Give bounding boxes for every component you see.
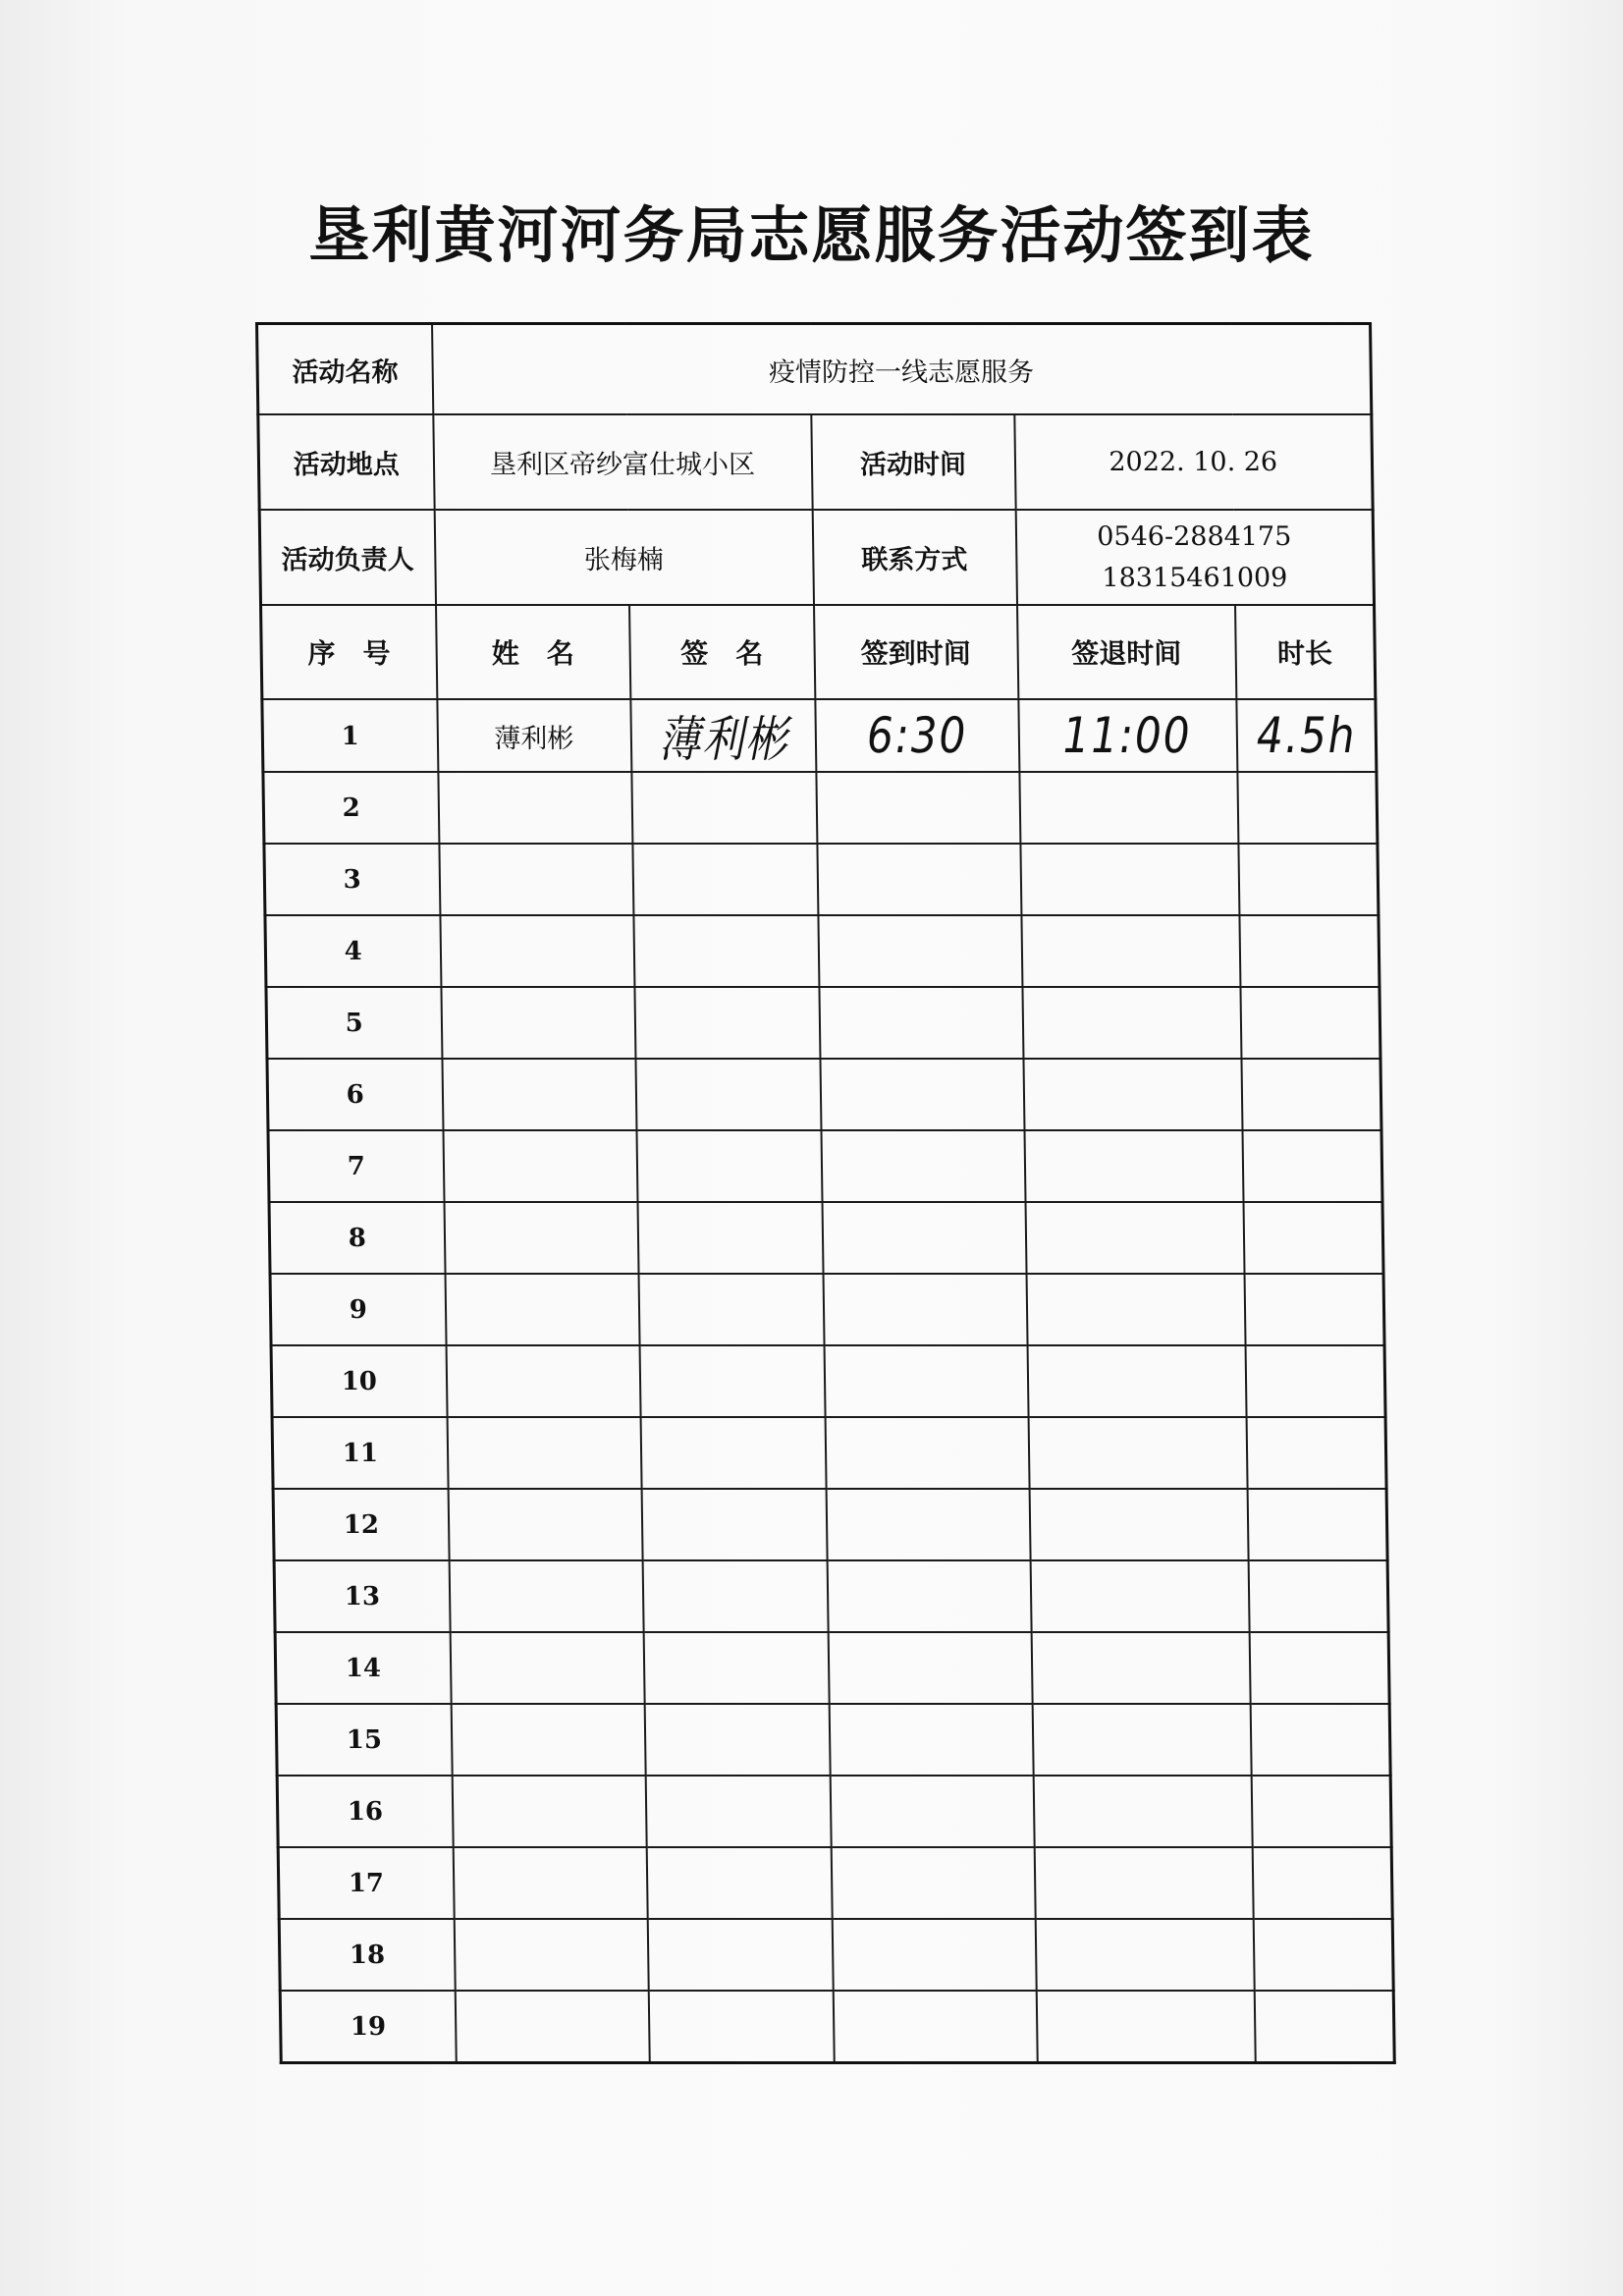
time-value: 2022. 10. 26 — [1014, 414, 1373, 510]
row-number-cell — [269, 1202, 445, 1274]
row-number: 8 — [348, 1224, 367, 1253]
row-name-cell — [438, 772, 632, 844]
row-checkin-time-cell — [815, 699, 1019, 772]
row-checkout-time-cell — [1029, 1489, 1248, 1560]
row-checkin-time-cell — [820, 1059, 1024, 1130]
row-signature-cell — [645, 1776, 831, 1847]
row-number: 15 — [346, 1725, 383, 1755]
sign-in-sheet — [255, 322, 1396, 2064]
col-header-signature: 签 名 — [629, 605, 815, 699]
row-duration-cell — [1252, 1847, 1392, 1919]
table-row — [263, 772, 1378, 844]
row-name-cell — [449, 1560, 643, 1632]
row-duration-cell — [1248, 1560, 1388, 1632]
row-signature-cell — [634, 987, 820, 1059]
col-header-checkin: 签到时间 — [814, 605, 1018, 699]
row-checkout-time-cell — [1030, 1560, 1249, 1632]
row-checkin-time-cell — [833, 1991, 1037, 2063]
column-header-row — [261, 605, 1376, 699]
row-duration-cell — [1243, 1202, 1383, 1274]
table-row — [264, 844, 1379, 915]
row-checkin-time-cell — [824, 1345, 1028, 1417]
table-row — [271, 1345, 1385, 1417]
col-header-no: 序 号 — [261, 605, 437, 699]
row-checkin-time-cell — [828, 1632, 1032, 1704]
page-title: 垦利黄河河务局志愿服务活动签到表 — [308, 199, 1315, 271]
row-signature-cell — [635, 1059, 821, 1130]
row-signature-cell — [647, 1919, 833, 1991]
row-signature-cell — [643, 1632, 829, 1704]
table-row — [273, 1489, 1387, 1560]
row-number: 13 — [344, 1582, 381, 1612]
row-checkout-time-cell — [1035, 1919, 1254, 1991]
row-name-cell — [441, 987, 635, 1059]
row-signature-cell — [646, 1847, 832, 1919]
row-checkout-time-cell — [1021, 915, 1240, 987]
row-number: 11 — [342, 1439, 379, 1468]
row-checkout-time-cell — [1036, 1991, 1255, 2063]
table-row — [274, 1560, 1388, 1632]
table-row — [275, 1632, 1389, 1704]
row-checkin-time-cell — [830, 1776, 1034, 1847]
row-number-cell — [268, 1130, 444, 1202]
row-duration-cell — [1250, 1704, 1390, 1776]
row-checkin-time-cell — [825, 1417, 1029, 1489]
row-checkout-time-cell — [1028, 1417, 1247, 1489]
time-label: 活动时间 — [811, 414, 1015, 510]
row-checkout-time-cell — [1025, 1202, 1244, 1274]
contact-phone-2: 18315461009 — [1102, 562, 1288, 593]
row-number-cell — [277, 1776, 453, 1847]
row-number-cell — [273, 1489, 449, 1560]
row-checkout-time-cell — [1019, 772, 1238, 844]
table-row — [276, 1704, 1390, 1776]
row-number: 14 — [345, 1654, 382, 1683]
table-row — [265, 915, 1380, 987]
row-checkout-time-cell — [1027, 1345, 1246, 1417]
table-row — [267, 1059, 1381, 1130]
row-checkout-time-cell — [1023, 1059, 1242, 1130]
row-number-cell — [270, 1274, 446, 1345]
row-signature-cell — [642, 1560, 828, 1632]
contact-label: 联系方式 — [812, 510, 1016, 605]
row-name-cell — [450, 1632, 644, 1704]
table-row — [277, 1776, 1391, 1847]
row-number-cell — [271, 1345, 447, 1417]
row-duration-cell — [1245, 1345, 1385, 1417]
row-checkout-time-cell — [1022, 987, 1241, 1059]
row-duration-cell — [1237, 772, 1378, 844]
row-checkin-time-cell — [831, 1847, 1035, 1919]
row-duration-cell — [1251, 1776, 1391, 1847]
row-signature-cell — [648, 1991, 834, 2063]
row-name-cell — [443, 1130, 637, 1202]
row-checkin-time-cell — [822, 1202, 1026, 1274]
row-name-cell — [445, 1274, 639, 1345]
row-signature-cell — [638, 1274, 824, 1345]
row-number: 19 — [350, 2012, 387, 2042]
row-checkin-time-cell — [829, 1704, 1033, 1776]
info-table — [255, 322, 1396, 2064]
row-checkin-time-cell — [827, 1560, 1031, 1632]
row-number-cell — [262, 699, 438, 772]
row-number-cell — [267, 1059, 443, 1130]
row-duration-cell — [1240, 987, 1380, 1059]
row-number-cell — [274, 1560, 450, 1632]
row-number: 6 — [346, 1080, 364, 1110]
leader-label: 活动负责人 — [259, 510, 435, 605]
row-checkin-time-cell — [832, 1919, 1036, 1991]
row-signature-cell — [639, 1345, 825, 1417]
row-duration-cell — [1249, 1632, 1389, 1704]
row-duration-cell — [1244, 1274, 1384, 1345]
table-row — [272, 1417, 1386, 1489]
row-duration-cell — [1236, 699, 1377, 772]
activity-name-value: 疫情防控一线志愿服务 — [432, 324, 1372, 415]
row-checkin-time-cell — [823, 1274, 1027, 1345]
row-checkout-time-cell — [1018, 699, 1237, 772]
row-name-cell — [437, 699, 631, 772]
row-duration-cell — [1238, 844, 1379, 915]
row-signature-cell — [632, 844, 818, 915]
row-duration-cell — [1253, 1919, 1393, 1991]
row-duration-cell — [1247, 1489, 1387, 1560]
row-name-cell — [444, 1202, 638, 1274]
row-checkout-time-cell — [1020, 844, 1239, 915]
row-name-cell — [440, 915, 634, 987]
row-checkin-time-cell — [818, 915, 1022, 987]
row-number: 2 — [342, 793, 360, 823]
row-duration-cell — [1246, 1417, 1386, 1489]
row-checkin-time-cell — [826, 1489, 1030, 1560]
row-number: 1 — [341, 721, 359, 751]
location-label: 活动地点 — [258, 414, 434, 510]
row-number-cell — [272, 1417, 448, 1489]
row-checkout-time-cell — [1034, 1847, 1253, 1919]
row-number-cell — [264, 844, 440, 915]
row-checkin-time-cell — [817, 844, 1021, 915]
row-checkout-time-cell — [1031, 1632, 1250, 1704]
row-signature-cell — [633, 915, 819, 987]
row-name-cell — [451, 1704, 645, 1776]
row-name-cell — [454, 1919, 648, 1991]
location-value: 垦利区帝纱富仕城小区 — [433, 414, 812, 510]
row-name-cell — [446, 1345, 640, 1417]
row-name-cell — [455, 1991, 649, 2063]
row-number: 9 — [349, 1295, 368, 1325]
table-row — [270, 1274, 1384, 1345]
row-number: 5 — [345, 1009, 363, 1038]
row-signature-cell — [641, 1489, 827, 1560]
col-header-name: 姓 名 — [436, 605, 630, 699]
row-signature-cell — [637, 1202, 823, 1274]
row-name-cell — [452, 1776, 646, 1847]
row-number-cell — [276, 1704, 452, 1776]
row-duration-cell — [1242, 1130, 1382, 1202]
row-number: 10 — [341, 1367, 378, 1396]
table-row — [262, 699, 1377, 772]
table-row — [279, 1919, 1393, 1991]
row-number: 18 — [349, 1941, 386, 1970]
row-checkin-time-cell — [819, 987, 1023, 1059]
row-number-cell — [279, 1919, 455, 1991]
row-duration-cell — [1254, 1991, 1394, 2063]
table-row — [269, 1202, 1383, 1274]
row-number-cell — [263, 772, 439, 844]
row-duration-cell — [1239, 915, 1380, 987]
row-signature-cell — [644, 1704, 830, 1776]
row-checkin-time-cell — [816, 772, 1020, 844]
row-number: 16 — [347, 1797, 384, 1827]
row-name: 薄利彬 — [494, 723, 574, 754]
col-header-checkout: 签退时间 — [1017, 605, 1236, 699]
row-duration-cell — [1241, 1059, 1381, 1130]
row-number-cell — [280, 1991, 456, 2063]
row-checkout-time: 11:00 — [1062, 707, 1193, 764]
row-name-cell — [439, 844, 633, 915]
row-signature: 薄利彬 — [657, 711, 789, 768]
row-checkout-time-cell — [1026, 1274, 1245, 1345]
row-signature-cell — [636, 1130, 822, 1202]
row-number: 7 — [347, 1152, 366, 1181]
row-number-cell — [265, 915, 441, 987]
row-signature-cell — [630, 699, 816, 772]
table-row — [268, 1130, 1382, 1202]
col-header-duration: 时长 — [1235, 605, 1376, 699]
row-checkin-time: 6:30 — [866, 707, 968, 764]
row-name-cell — [442, 1059, 636, 1130]
row-number-cell — [275, 1632, 451, 1704]
row-signature-cell — [631, 772, 817, 844]
row-name-cell — [453, 1847, 647, 1919]
row-number: 4 — [344, 937, 362, 966]
row-checkout-time-cell — [1024, 1130, 1243, 1202]
row-name-cell — [448, 1489, 642, 1560]
row-number-cell — [278, 1847, 454, 1919]
contact-value — [1015, 510, 1374, 605]
row-name-cell — [447, 1417, 641, 1489]
leader-value: 张梅楠 — [434, 510, 813, 605]
row-number: 3 — [343, 865, 361, 895]
row-checkout-time-cell — [1032, 1704, 1251, 1776]
row-number: 17 — [348, 1869, 385, 1898]
table-row — [278, 1847, 1392, 1919]
row-number-cell — [266, 987, 442, 1059]
row-checkin-time-cell — [821, 1130, 1025, 1202]
row-signature-cell — [640, 1417, 826, 1489]
row-checkout-time-cell — [1033, 1776, 1252, 1847]
contact-phone-1: 0546-2884175 — [1097, 520, 1292, 552]
row-duration: 4.5h — [1256, 707, 1357, 764]
table-row — [266, 987, 1380, 1059]
activity-name-label: 活动名称 — [257, 324, 433, 415]
table-row — [280, 1991, 1394, 2063]
table-body — [262, 699, 1394, 2063]
row-number: 12 — [343, 1510, 380, 1540]
